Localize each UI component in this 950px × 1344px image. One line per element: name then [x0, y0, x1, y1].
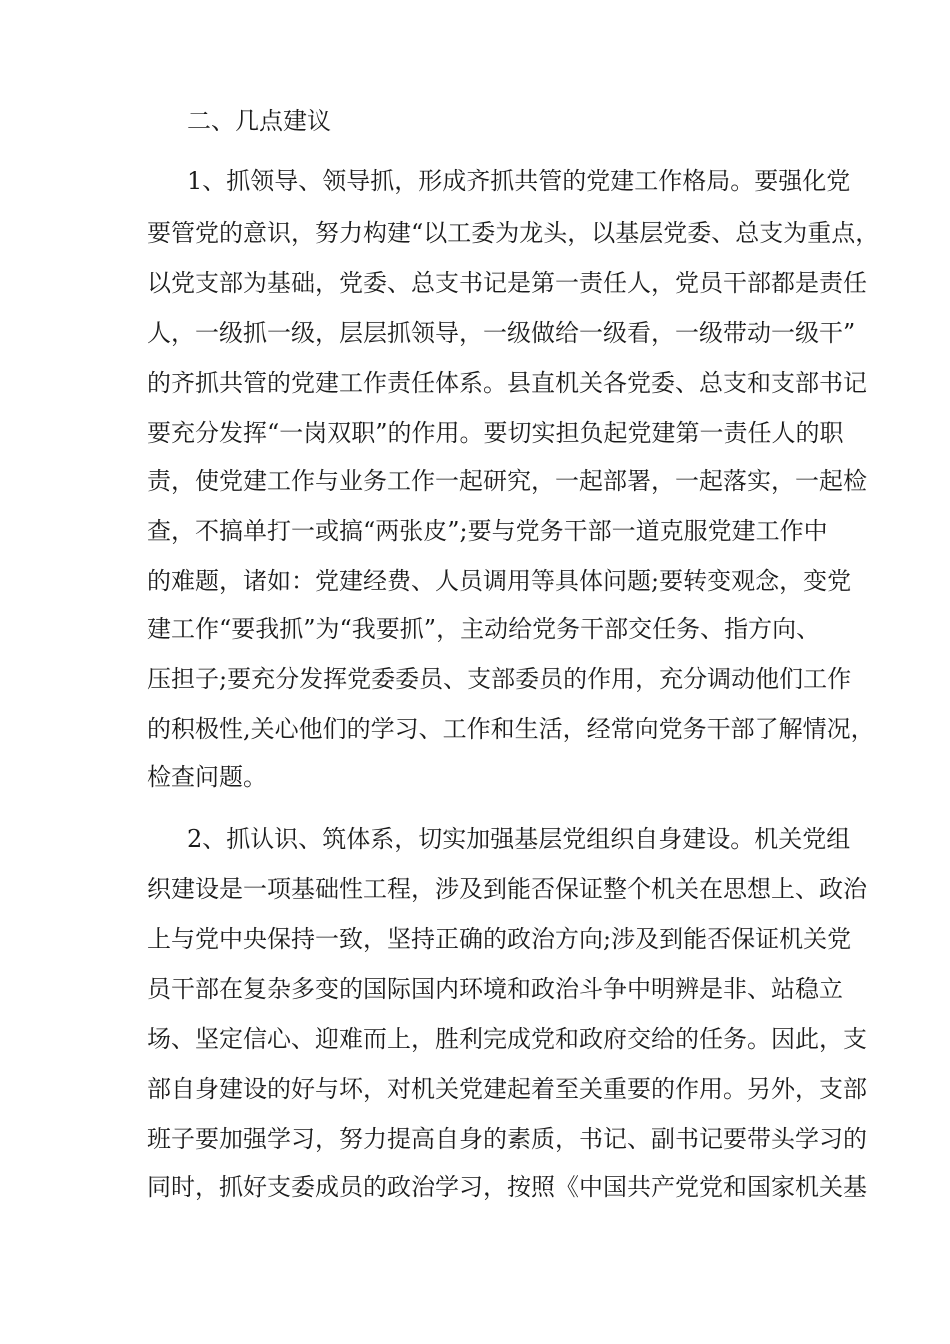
paragraph-1-line-2: 要管党的意识，努力构建“以工委为龙头，以基层党委、总支为重点，: [147, 219, 880, 247]
paragraph-2-line-6: 部自身建设的好与坏，对机关党建起着至关重要的作用。另外，支部: [147, 1075, 867, 1103]
paragraph-1-line-4: 人，一级抓一级，层层抓领导，一级做给一级看，一级带动一级干”: [147, 319, 856, 347]
paragraph-1-line-6: 要充分发挥“一岗双职”的作用。要切实担负起党建第一责任人的职: [147, 419, 844, 447]
paragraph-2-line-2: 织建设是一项基础性工程，涉及到能否保证整个机关在思想上、政治: [147, 875, 867, 903]
paragraph-1-line-8: 查，不搞单打一或搞“两张皮”;要与党务干部一道克服党建工作中: [147, 517, 828, 545]
paragraph-1-line-1: 1、抓领导、领导抓，形成齐抓共管的党建工作格局。要强化党: [187, 167, 851, 195]
paragraph-2-line-3: 上与党中央保持一致，坚持正确的政治方向;涉及到能否保证机关党: [147, 925, 852, 953]
paragraph-2-line-8: 同时，抓好支委成员的政治学习，按照《中国共产党党和国家机关基: [147, 1173, 867, 1201]
paragraph-1-line-11: 压担子;要充分发挥党委委员、支部委员的作用，充分调动他们工作: [147, 665, 852, 693]
paragraph-1-line-12: 的积极性,关心他们的学习、工作和生活，经常向党务干部了解情况，: [147, 715, 875, 743]
paragraph-2-line-5: 场、坚定信心、迎难而上，胜利完成党和政府交给的任务。因此，支: [147, 1025, 867, 1053]
paragraph-2-line-1: 2、抓认识、筑体系，切实加强基层党组织自身建设。机关党组: [187, 825, 851, 853]
paragraph-1-line-9: 的难题，诸如：党建经费、人员调用等具体问题;要转变观念，变党: [147, 567, 852, 595]
paragraph-2-line-7: 班子要加强学习，努力提高自身的素质，书记、副书记要带头学习的: [147, 1125, 867, 1153]
paragraph-1-line-3: 以党支部为基础，党委、总支书记是第一责任人，党员干部都是责任: [147, 269, 867, 297]
paragraph-1-line-10: 建工作“要我抓”为“我要抓”，主动给党务干部交任务、指方向、: [147, 615, 821, 643]
section-heading: 二、几点建议: [187, 107, 331, 135]
paragraph-1-line-7: 责，使党建工作与业务工作一起研究，一起部署，一起落实，一起检: [147, 467, 867, 495]
paragraph-1-line-13: 检查问题。: [147, 763, 267, 791]
paragraph-1-line-5: 的齐抓共管的党建工作责任体系。县直机关各党委、总支和支部书记: [147, 369, 867, 397]
paragraph-2-line-4: 员干部在复杂多变的国际国内环境和政治斗争中明辨是非、站稳立: [147, 975, 843, 1003]
